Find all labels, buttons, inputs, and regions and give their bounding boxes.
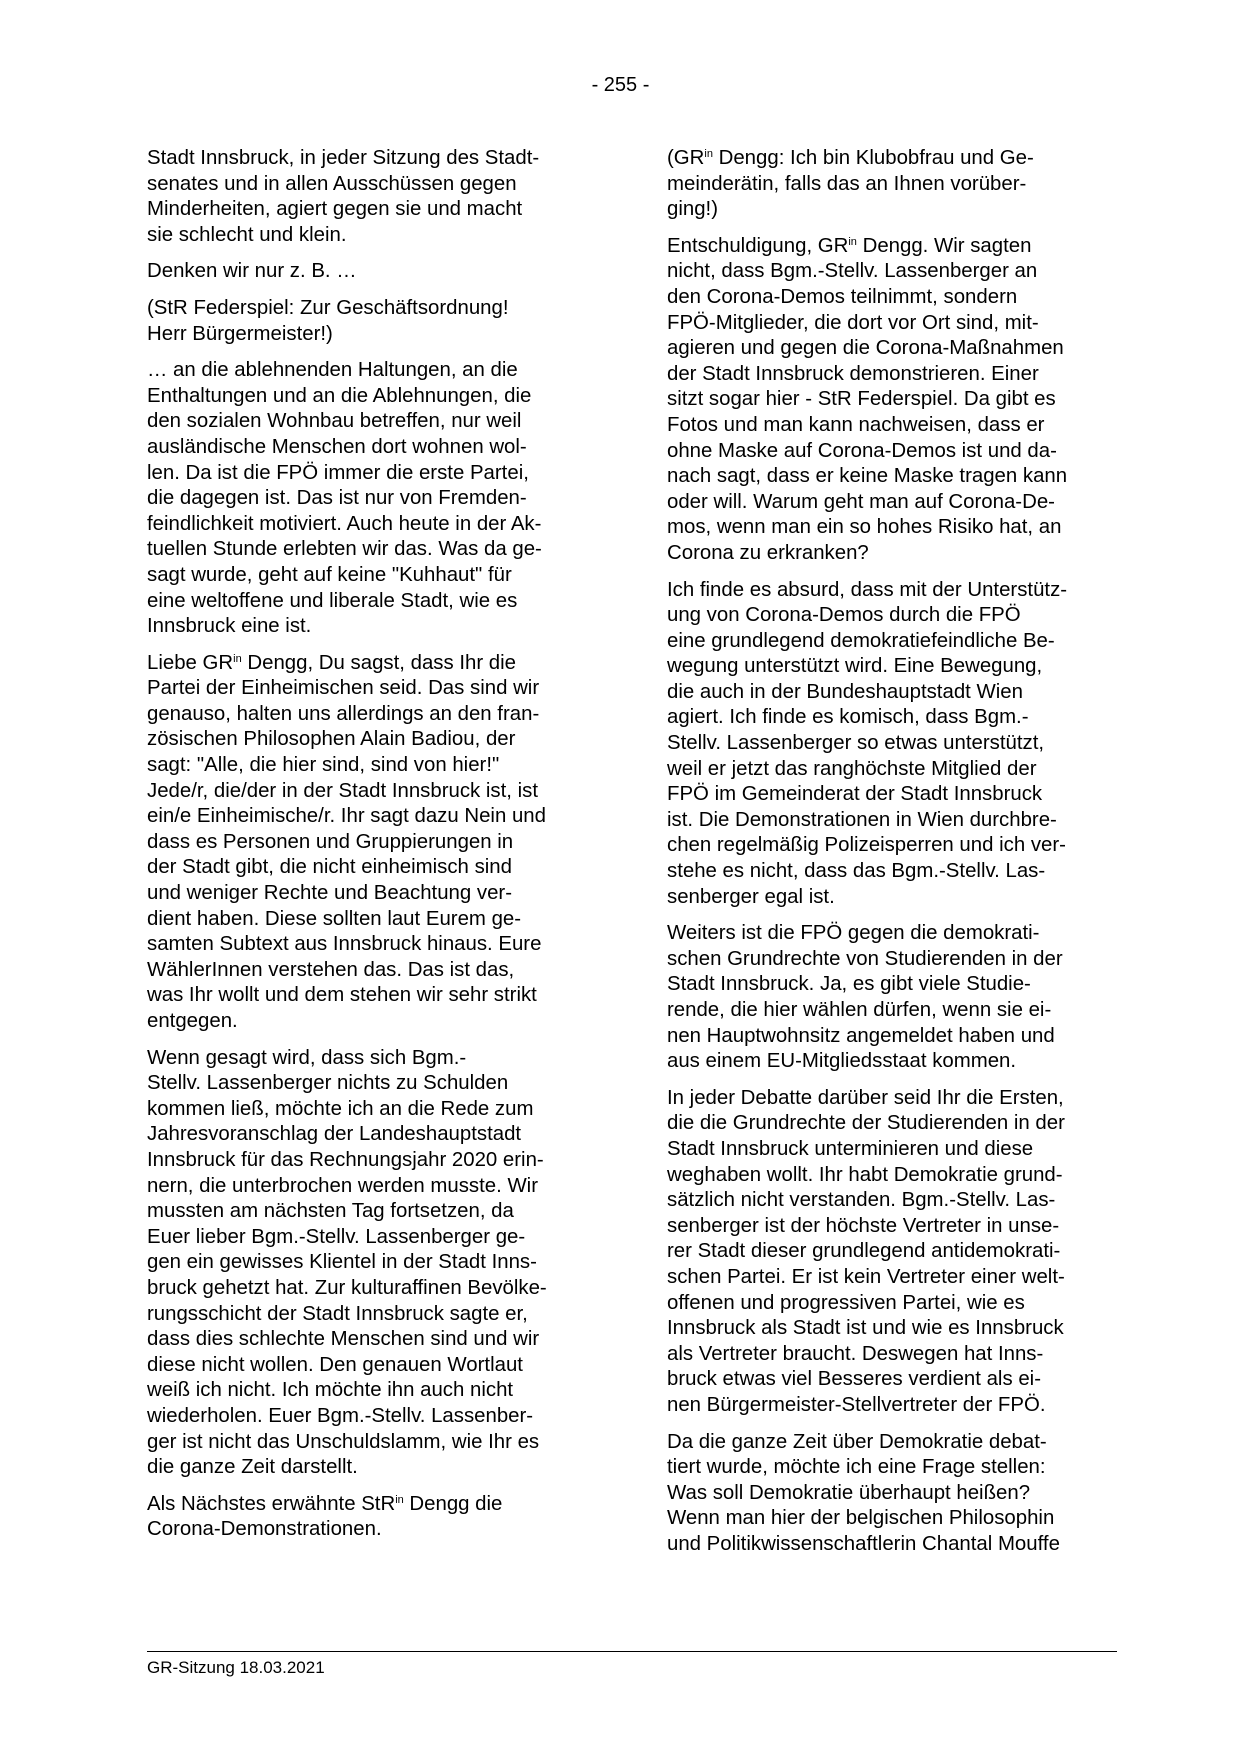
footer-divider: [147, 1651, 1117, 1652]
text-line: Stadt Innsbruck, in jeder Sitzung des Stadt-: [147, 147, 540, 169]
text-line: meinderätin, falls das an Ihnen vorüber-: [667, 172, 1027, 195]
text-line: Stellv. Lassenberger so etwas unterstützt,: [667, 732, 1045, 755]
text-line: Was soll Demokratie überhaupt heißen?: [667, 1481, 1031, 1504]
text-line: nen Hauptwohnsitz angemeldet haben und: [667, 1024, 1055, 1047]
text-line: den Corona-Demos teilnimmt, sondern: [667, 285, 1018, 308]
text-line: zösischen Philosophen Alain Badiou, der: [147, 728, 516, 751]
paragraph: [147, 358, 587, 640]
text-line: Ich finde es absurd, dass mit der Unterstütz-: [667, 578, 1068, 601]
paragraph: [667, 234, 1117, 567]
text-line: Wenn man hier der belgischen Philosophin: [667, 1507, 1055, 1530]
text-line: samten Subtext aus Innsbruck hinaus. Eure: [147, 933, 542, 956]
left-column: [147, 146, 587, 1554]
text-line: mos, wenn man ein so hohes Risiko hat, an: [667, 516, 1062, 539]
text-line: ist. Die Demonstrationen in Wien durchbre-: [667, 808, 1057, 831]
text-line: Denken wir nur z. B. …: [147, 260, 357, 283]
text-line: Corona zu erkranken?: [667, 541, 869, 564]
text-line: weil er jetzt das ranghöchste Mitglied der: [667, 757, 1037, 780]
text-line: FPÖ-Mitglieder, die dort vor Ort sind, mit-: [667, 311, 1039, 334]
text-line: Jede/r, die/der in der Stadt Innsbruck ist, ist: [147, 779, 539, 802]
text-line: sitzt sogar hier - StR Federspiel. Da gibt es: [667, 388, 1056, 411]
text-line: eine weltoffene und liberale Stadt, wie es: [147, 589, 518, 612]
text-line: kommen ließ, möchte ich an die Rede zum: [147, 1097, 534, 1120]
text-line: und Politikwissenschaftlerin Chantal Mouffe: [667, 1532, 1060, 1555]
text-line: ($GR^{in}$ Dengg: Ich bin Klubobfrau und Ge-: [667, 147, 1034, 169]
text-line: oder will. Warum geht man auf Corona-De-: [667, 490, 1055, 513]
text-line: Liebe $GR^{in}$ Dengg, Du sagst, dass Ihr die: [147, 651, 517, 674]
text-line: senberger egal ist.: [667, 885, 835, 908]
text-line: Entschuldigung, $GR^{in}$ Dengg. Wir sagten: [667, 234, 1032, 257]
paragraph: [667, 1430, 1117, 1558]
text-line: dient haben. Diese sollten laut Eurem ge-: [147, 907, 522, 930]
text-line: offenen und progressiven Partei, wie es: [667, 1291, 1025, 1314]
text-line: die die Grundrechte der Studierenden in der: [667, 1112, 1065, 1135]
text-line: Innsbruck für das Rechnungsjahr 2020 erin-: [147, 1148, 544, 1171]
text-line: der Stadt gibt, die nicht einheimisch sind: [147, 856, 512, 879]
text-line: agieren und gegen die Corona-Maßnahmen: [667, 337, 1064, 360]
text-line: nicht, dass Bgm.-Stellv. Lassenberger an: [667, 260, 1038, 283]
text-line: schen Partei. Er ist kein Vertreter einer welt-: [667, 1265, 1065, 1288]
text-line: ger ist nicht das Unschuldslamm, wie Ihr es: [147, 1430, 540, 1453]
text-line: schen Grundrechte von Studierenden in der: [667, 947, 1063, 970]
text-line: Innsbruck eine ist.: [147, 615, 312, 638]
text-line: was Ihr wollt und dem stehen wir sehr strikt: [147, 984, 537, 1007]
text-line: agiert. Ich finde es komisch, dass Bgm.-: [667, 706, 1029, 729]
text-line: ausländische Menschen dort wohnen wol-: [147, 435, 527, 458]
text-line: weghaben wollt. Ihr habt Demokratie grund-: [667, 1163, 1063, 1186]
text-line: ging!): [667, 198, 719, 221]
text-line: ung von Corona-Demos durch die FPÖ: [667, 604, 1021, 627]
text-line: FPÖ im Gemeinderat der Stadt Innsbruck: [667, 783, 1043, 806]
paragraph: [667, 146, 1117, 223]
paragraph: [147, 651, 587, 1035]
text-line: Stellv. Lassenberger nichts zu Schulden: [147, 1072, 509, 1095]
text-line: (StR Federspiel: Zur Geschäftsordnung!: [147, 296, 509, 319]
text-line: rende, die hier wählen dürfen, wenn sie ei-: [667, 999, 1052, 1021]
text-line: rer Stadt dieser grundlegend antidemokrati-: [667, 1240, 1061, 1263]
text-line: diese nicht wollen. Den genauen Wortlaut: [147, 1353, 523, 1376]
paragraph: [147, 1492, 587, 1543]
text-line: dass es Personen und Gruppierungen in: [147, 830, 514, 853]
text-line: aus einem EU-Mitgliedsstaat kommen.: [667, 1050, 1017, 1073]
text-line: bruck etwas viel Besseres verdient als ei-: [667, 1368, 1041, 1391]
text-line: Als Nächstes erwähnte StR$^{in}$ Dengg die: [147, 1492, 503, 1515]
text-line: … an die ablehnenden Haltungen, an die: [147, 359, 518, 382]
text-line: senberger ist der höchste Vertreter in unse-: [667, 1214, 1060, 1237]
text-line: Fotos und man kann nachweisen, dass er: [667, 413, 1045, 436]
text-line: genauso, halten uns allerdings an den fran-: [147, 702, 540, 725]
text-line: chen regelmäßig Polizeisperren und ich ver-: [667, 834, 1066, 857]
text-line: Wenn gesagt wird, dass sich Bgm.-: [147, 1046, 467, 1069]
text-line: sagt wurde, geht auf keine "Kuhhaut" für: [147, 563, 512, 586]
text-line: Enthaltungen und an die Ablehnungen, die: [147, 384, 532, 407]
text-line: tiert wurde, möchte ich eine Frage stellen:: [667, 1456, 1046, 1479]
paragraph: [147, 296, 587, 347]
text-line: ein/e Einheimische/r. Ihr sagt dazu Nein und: [147, 805, 546, 828]
text-line: mussten am nächsten Tag fortsetzen, da: [147, 1200, 514, 1223]
text-line: den sozialen Wohnbau betreffen, nur weil: [147, 410, 522, 433]
text-line: gen ein gewisses Klientel in der Stadt Inns-: [147, 1251, 537, 1274]
text-line: Stadt Innsbruck unterminieren und diese: [667, 1137, 1034, 1160]
text-line: Jahresvoranschlag der Landeshauptstadt: [147, 1123, 522, 1146]
text-line: weiß ich nicht. Ich möchte ihn auch nicht: [147, 1379, 514, 1402]
text-line: Innsbruck als Stadt ist und wie es Innsbruck: [667, 1317, 1064, 1340]
text-line: Herr Bürgermeister!): [147, 322, 333, 345]
text-line: WählerInnen verstehen das. Das ist das,: [147, 958, 515, 981]
paragraph: [667, 921, 1117, 1075]
text-line: tuellen Stunde erlebten wir das. Was da ge-: [147, 538, 542, 561]
text-line: dass dies schlechte Menschen sind und wir: [147, 1328, 540, 1351]
page-number: - 255 -: [591, 74, 650, 96]
text-line: und weniger Rechte und Beachtung ver-: [147, 882, 513, 905]
text-line: rungsschicht der Stadt Innsbruck sagte er,: [147, 1302, 528, 1325]
text-line: die auch in der Bundeshauptstadt Wien: [667, 680, 1023, 703]
text-line: eine grundlegend demokratiefeindliche Be-: [667, 629, 1055, 652]
right-column: [667, 146, 1117, 1568]
text-line: wiederholen. Euer Bgm.-Stellv. Lassenber-: [147, 1404, 534, 1427]
text-line: Corona-Demonstrationen.: [147, 1518, 382, 1541]
text-line: len. Da ist die FPÖ immer die erste Partei,: [147, 461, 529, 484]
text-line: stehe es nicht, dass das Bgm.-Stellv. Las-: [667, 860, 1046, 883]
footer-text: GR-Sitzung 18.03.2021: [147, 1658, 325, 1677]
text-line: Weiters ist die FPÖ gegen die demokrati-: [667, 922, 1040, 945]
text-line: wegung unterstützt wird. Eine Bewegung,: [667, 655, 1043, 678]
text-line: ohne Maske auf Corona-Demos ist und da-: [667, 439, 1057, 462]
text-line: Euer lieber Bgm.-Stellv. Lassenberger ge-: [147, 1225, 526, 1248]
text-line: nern, die unterbrochen werden musste. Wir: [147, 1174, 539, 1197]
text-line: bruck gehetzt hat. Zur kulturaffinen Bevölke-: [147, 1276, 547, 1299]
text-line: sagt: "Alle, die hier sind, sind von hier!": [147, 754, 500, 777]
text-line: Minderheiten, agiert gegen sie und macht: [147, 198, 523, 221]
paragraph: [147, 1046, 587, 1481]
text-line: senates und in allen Ausschüssen gegen: [147, 172, 517, 195]
text-line: feindlichkeit motiviert. Auch heute in der Ak-: [147, 512, 542, 535]
text-line: Partei der Einheimischen seid. Das sind wir: [147, 677, 540, 700]
text-line: Stadt Innsbruck. Ja, es gibt viele Studie-: [667, 973, 1031, 996]
text-line: der Stadt Innsbruck demonstrieren. Einer: [667, 362, 1039, 385]
text-line: sätzlich nicht verstanden. Bgm.-Stellv. Las-: [667, 1189, 1056, 1212]
text-line: nen Bürgermeister-Stellvertreter der FPÖ.: [667, 1393, 1046, 1416]
text-line: nach sagt, dass er keine Maske tragen kann: [667, 465, 1068, 488]
text-line: die ganze Zeit darstellt.: [147, 1456, 358, 1479]
text-line: als Vertreter braucht. Deswegen hat Inns-: [667, 1342, 1044, 1365]
paragraph: [147, 146, 587, 248]
text-line: sie schlecht und klein.: [147, 223, 347, 246]
text-line: entgegen.: [147, 1010, 238, 1032]
paragraph: [147, 259, 587, 285]
paragraph: [667, 1086, 1117, 1419]
text-line: Da die ganze Zeit über Demokratie debat-: [667, 1430, 1047, 1453]
text-line: die dagegen ist. Das ist nur von Fremden-: [147, 487, 527, 510]
text-line: In jeder Debatte darüber seid Ihr die Ersten,: [667, 1086, 1064, 1109]
paragraph: [667, 578, 1117, 911]
